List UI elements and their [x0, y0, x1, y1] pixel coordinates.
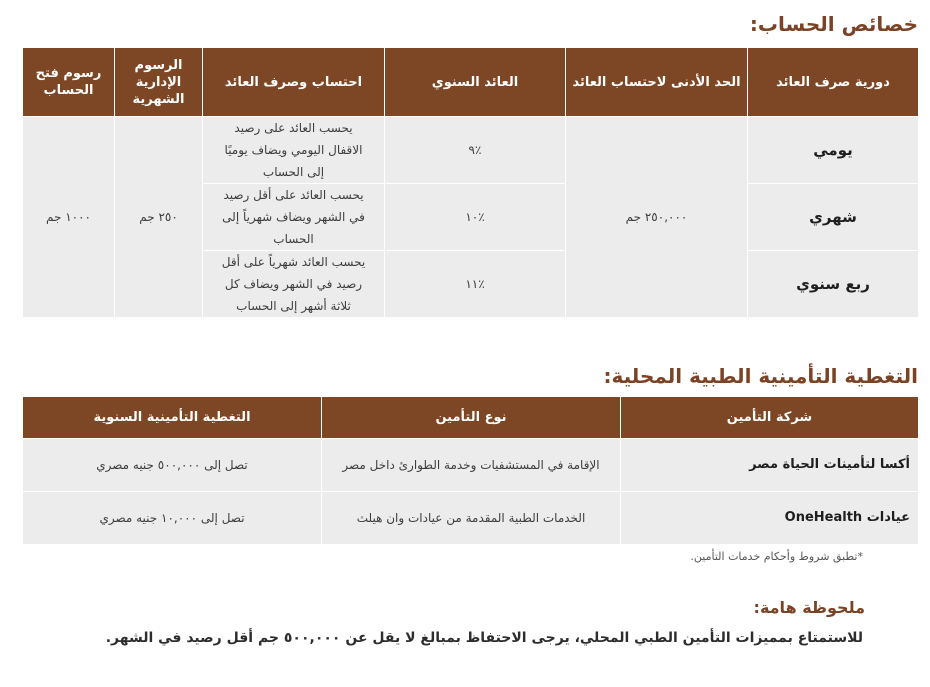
header-calculation: احتساب وصرف العائد [203, 48, 385, 117]
table-row [23, 492, 919, 545]
table-row [23, 117, 919, 184]
table-header-row [23, 48, 919, 117]
calculation-line: يحسب العائد على أقل رصيد [223, 188, 364, 202]
coverage-cell: تصل إلى ٥٠٠,٠٠٠ جنيه مصري [23, 439, 322, 492]
insurance-type-cell: الخدمات الطبية المقدمة من عيادات وان هيلث [322, 492, 621, 545]
header-monthly-admin-fees: الرسوم الإدارية الشهرية [115, 48, 203, 117]
calculation-line: يحسب العائد على رصيد [234, 121, 353, 135]
coverage-cell: تصل إلى ١٠,٠٠٠ جنيه مصري [23, 492, 322, 545]
calculation-line: الحساب [273, 232, 314, 246]
header-payout-frequency: دورية صرف العائد [748, 48, 919, 117]
calculation-line: في الشهر ويضاف شهرياً إلى [222, 210, 365, 224]
insurance-table [22, 396, 919, 545]
calculation-cell [203, 117, 385, 184]
calculation-line: إلى الحساب [262, 165, 325, 179]
header-opening-fees: رسوم فتح الحساب [23, 48, 115, 117]
calculation-line: الاقفال اليومي ويضاف يوميًا [224, 143, 363, 157]
important-note-title: ملحوظة هامة: [753, 598, 865, 617]
account-features-table [22, 47, 919, 318]
header-insurance-type: نوع التأمين [322, 397, 621, 439]
insurance-footnote: *تطبق شروط وأحكام خدمات التأمين. [690, 550, 863, 563]
account-features-title: خصائص الحساب: [749, 12, 918, 36]
header-annual-coverage: التغطية التأمينية السنوية [23, 397, 322, 439]
rate-cell: ٪٩ [385, 117, 566, 184]
frequency-cell: شهري [748, 184, 919, 251]
rate-cell: ٪١٠ [385, 184, 566, 251]
insurance-title: التغطية التأمينية الطبية المحلية: [603, 364, 918, 388]
frequency-cell: يومي [748, 117, 919, 184]
min-balance-cell: ٢٥٠,٠٠٠ جم [566, 117, 748, 318]
calculation-line: ثلاثة أشهر إلى الحساب [236, 299, 351, 313]
table-row [23, 439, 919, 492]
header-insurance-company: شركة التأمين [621, 397, 919, 439]
calculation-cell [203, 251, 385, 318]
header-min-balance: الحد الأدنى لاحتساب العائد [566, 48, 748, 117]
insurance-type-cell: الإقامة في المستشفيات وخدمة الطوارئ داخل مصر [322, 439, 621, 492]
frequency-cell: ربع سنوي [748, 251, 919, 318]
insurer-cell: عيادات OneHealth [621, 492, 919, 545]
insurer-cell: أكسا لتأمينات الحياة مصر [621, 439, 919, 492]
important-note-text: للاستمتاع بمميزات التأمين الطبي المحلي، يرجى الاحتفاظ بمبالغ لا يقل عن ٥٠٠,٠٠٠ جم أقل رصيد في الشهر. [105, 630, 863, 646]
calculation-line: يحسب العائد شهرياً على أقل [221, 255, 366, 269]
rate-cell: ٪١١ [385, 251, 566, 318]
opening-fees-cell: ١٠٠٠ جم [23, 117, 115, 318]
admin-fees-cell: ٢٥٠ جم [115, 117, 203, 318]
header-annual-return: العائد السنوي [385, 48, 566, 117]
calculation-line: رصيد في الشهر ويضاف كل [224, 277, 363, 291]
table-header-row [23, 397, 919, 439]
calculation-cell [203, 184, 385, 251]
